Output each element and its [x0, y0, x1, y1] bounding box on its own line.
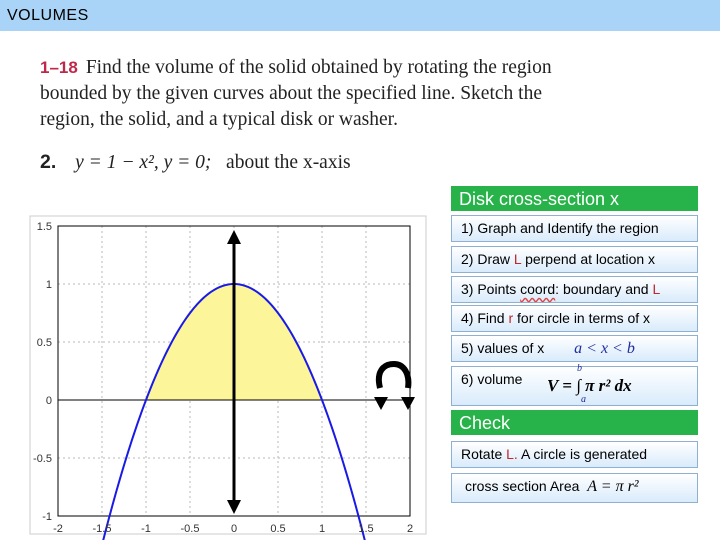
problem-line-1: Find the volume of the solid obtained by rotating the region: [85, 57, 552, 78]
y-tick-label: 0.5: [36, 337, 52, 349]
problem-statement: [40, 55, 620, 133]
x-tick-label: 0.5: [270, 523, 286, 535]
problem-number: 1–18: [40, 58, 78, 77]
step-3-coord: coord: [520, 281, 556, 297]
step-4-text-end: for circle in terms of x: [513, 310, 651, 326]
graph: [0, 210, 430, 540]
check-1-box: [451, 441, 698, 468]
step-4-r: r: [508, 310, 514, 326]
exercise-equation: y = 1 − x², y = 0;: [75, 152, 212, 173]
check-1-L: L.: [506, 446, 518, 462]
exercise-axis: about the x-axis: [226, 152, 351, 173]
step-6-box: [451, 363, 698, 406]
y-tick-label: -0.5: [33, 453, 52, 465]
step-3-text-mid: : boundary and: [555, 281, 653, 297]
y-tick-label: 1: [45, 279, 52, 291]
exercise: [40, 151, 351, 174]
step-4-text: 4) Find: [461, 310, 509, 326]
step-2-text-end: perpend at location x: [521, 251, 656, 267]
x-tick-label: 1: [318, 523, 326, 535]
step-3-box: [451, 276, 698, 303]
step-5-box: [451, 335, 698, 362]
problem-line-2: bounded by the given curves about the specified line. Sketch the: [40, 83, 542, 104]
exercise-number: 2.: [40, 151, 57, 173]
check-1-text: Rotate: [461, 446, 507, 462]
integral-lower-limit: a: [581, 394, 586, 405]
step-4-box: [451, 305, 698, 332]
step-2-text: 2) Draw: [461, 251, 514, 267]
disk-section-header-text: Disk cross-section x: [459, 189, 620, 209]
step-2-L: L: [513, 251, 522, 267]
step-3-L: L: [652, 281, 661, 297]
check-2-box: [451, 473, 698, 503]
step-2-box: [451, 246, 698, 273]
area-formula: A = π r²: [587, 478, 639, 495]
x-tick-label: -0.5: [180, 523, 200, 535]
y-tick-label: 0: [45, 395, 52, 407]
problem-line-3: region, the solid, and a typical disk or washer.: [40, 109, 398, 130]
step-1-box: [451, 215, 698, 242]
disk-section-header: [451, 186, 698, 211]
step-3-text: 3) Points: [461, 281, 521, 297]
step-5-text: 5) values of x: [461, 340, 545, 356]
check-2-text: cross section Area: [465, 478, 580, 494]
volume-formula: V = ∫ π r² dx: [547, 376, 632, 395]
step-5-inequality: a < x < b: [574, 340, 635, 357]
x-tick-label: -2: [53, 523, 63, 535]
x-tick-labels: [53, 523, 413, 535]
step-6-text: 6) volume: [461, 371, 523, 387]
check-1-text-end: A circle is generated: [517, 446, 648, 462]
title-bar: [0, 0, 720, 31]
x-tick-label: 0: [230, 523, 238, 535]
integral-upper-limit: b: [577, 363, 582, 374]
y-tick-label: -1: [42, 511, 52, 523]
slide-title: VOLUMES: [7, 7, 89, 24]
x-tick-label: -1: [141, 523, 151, 535]
step-1-text: 1) Graph and Identify the region: [461, 220, 659, 236]
check-header-text: Check: [459, 413, 511, 433]
check-header: [451, 410, 698, 435]
y-tick-label: 1.5: [36, 221, 52, 233]
x-tick-label: 2: [406, 523, 414, 535]
x-tick-label: 1.5: [358, 523, 374, 535]
x-tick-label: -1.5: [92, 523, 112, 535]
